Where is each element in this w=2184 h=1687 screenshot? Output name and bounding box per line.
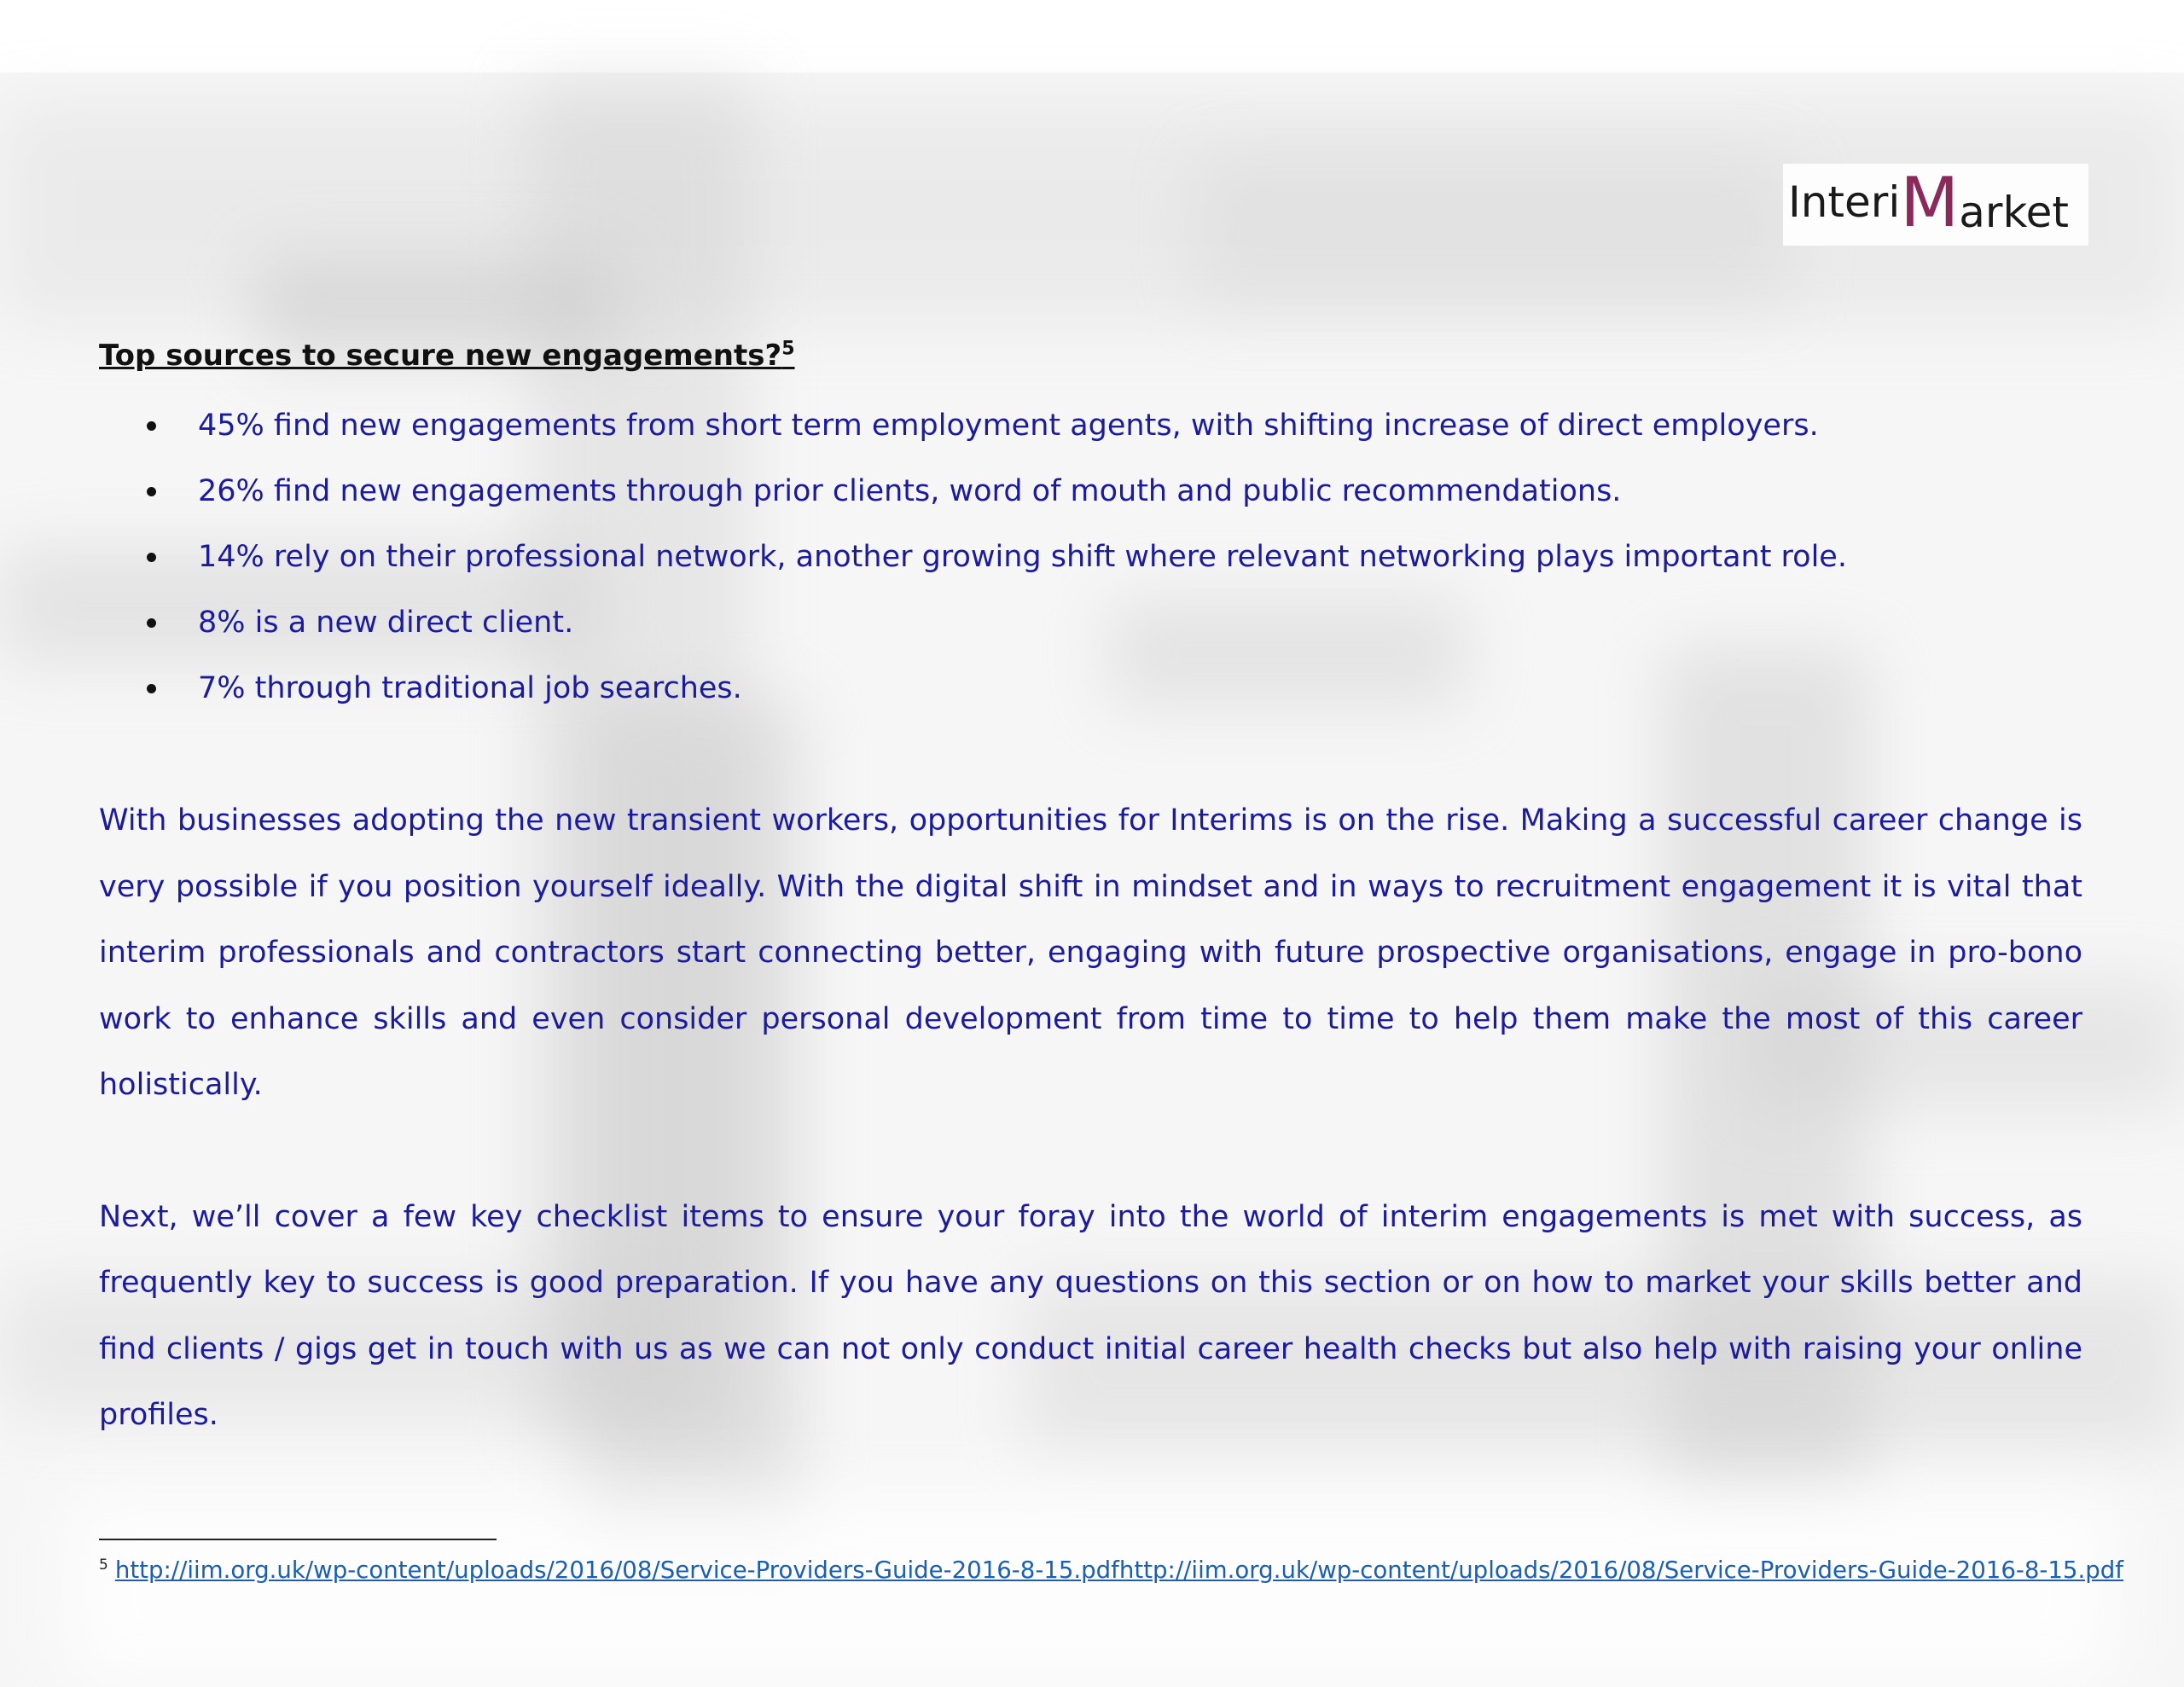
footnote-number: 5	[99, 1556, 108, 1574]
footnote	[99, 1556, 2123, 1584]
logo-text-part3: arket	[1959, 188, 2070, 237]
logo-text-m: M	[1900, 163, 1960, 242]
bullet-icon	[147, 684, 156, 693]
list-item-text: 8% is a new direct client.	[198, 606, 574, 641]
footnote-separator	[99, 1539, 497, 1540]
sources-bullet-list	[99, 393, 2082, 722]
body-paragraph-next-steps: Next, we’ll cover a few key checklist items to ensure your foray into the world of interim engagements is met with success, as frequently key to success is good preparation. If you have any questions on this section or on how to market your skills better and find clients / gigs get in touch with us as we can not only conduct initial career health checks but also help with raising your online profiles.	[99, 1199, 2082, 1433]
bullet-icon	[147, 618, 156, 628]
list-item	[99, 393, 2082, 459]
list-item	[99, 590, 2082, 656]
section-heading-text: Top sources to secure new engagements?	[99, 339, 782, 373]
logo-text-part1: Interi	[1788, 177, 1901, 227]
footnote-link[interactable]: http://iim.org.uk/wp-content/uploads/2016/08/Service-Providers-Guide-2016-8-15.pdfhttp://iim.org.uk/wp-content/uploads/2016/08/Service-Providers-Guide-2016-8-15.pdf	[114, 1556, 2123, 1584]
section-heading	[99, 337, 2082, 374]
body-paragraph-opportunities: With businesses adopting the new transient workers, opportunities for Interims is on the rise. Making a successful career change is very possible if you position yourself ideally. With the digital shift in mindset and in ways to recruitment engagement it is vital that interim professionals and contractors start connecting better, engaging with future prospective organisations, engage in pro-bono work to enhance skills and even consider personal development from time to time to help them make the most of this career holistically.	[99, 803, 2082, 1103]
list-item	[99, 525, 2082, 590]
bullet-icon	[147, 553, 156, 562]
list-item-text: 26% find new engagements through prior clients, word of mouth and public recommendations.	[198, 474, 1622, 509]
list-item	[99, 656, 2082, 722]
bullet-icon	[147, 487, 156, 496]
bullet-icon	[147, 421, 156, 431]
list-item-text: 45% find new engagements from short term employment agents, with shifting increase of direct employers.	[198, 409, 1819, 443]
interimarket-logo	[1783, 164, 2088, 246]
document-body	[99, 337, 2082, 1449]
list-item	[99, 459, 2082, 525]
footnote-reference: 5	[781, 338, 795, 360]
list-item-text: 14% rely on their professional network, another growing shift where relevant networking plays important role.	[198, 540, 1847, 575]
list-item-text: 7% through traditional job searches.	[198, 671, 742, 706]
